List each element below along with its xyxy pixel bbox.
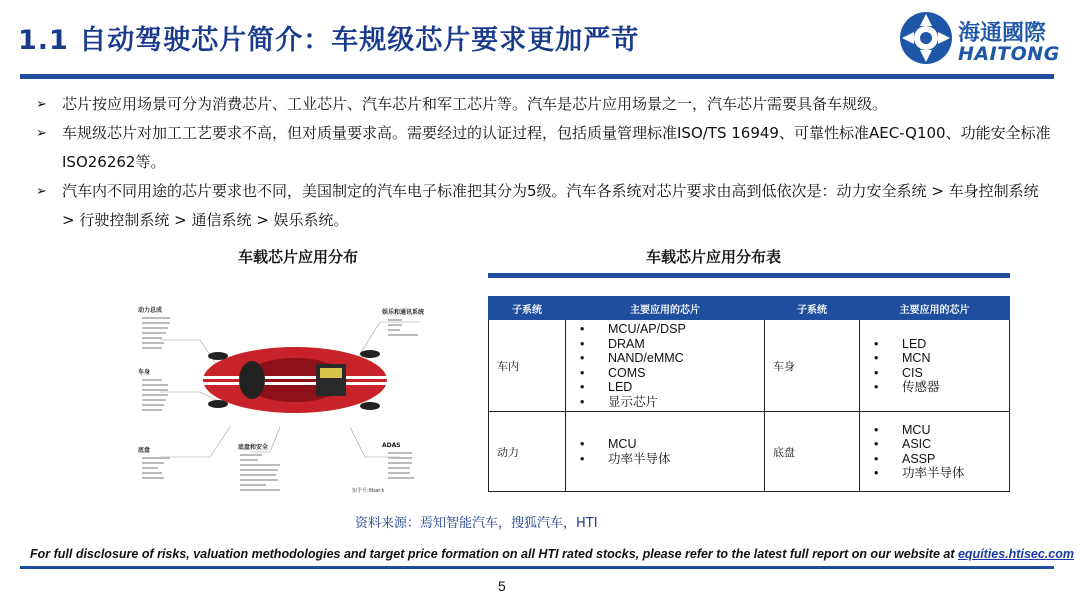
bullet-text: 车规级芯片对加工工艺要求不高，但对质量要求高。需要经过的认证过程，包括质量管理标准ISO/TS 16949、可靠性标准AEC-Q100、功能安全标准ISO26262等。	[62, 124, 1051, 171]
table-title-underline	[488, 273, 1010, 278]
table-header-cell: 子系统	[765, 297, 860, 320]
chip-item: • ASSP	[874, 452, 1009, 467]
bullet-text: 芯片按应用场景可分为消费芯片、工业芯片、汽车芯片和军工芯片等。汽车是芯片应用场景之一，汽车芯片需要具备车规级。	[62, 95, 888, 113]
table-header-cell: 主要应用的芯片	[860, 297, 1010, 320]
bullet-arrow-icon: ➢	[36, 184, 47, 199]
label-adas: ADAS	[382, 442, 401, 449]
chip-item: • MCN	[874, 351, 1009, 366]
disclaimer-text: For full disclosure of risks, valuation methodologies and target price formation on all HTI rated stocks, please refer to the latest full report on our website at	[30, 547, 955, 561]
table-header-cell: 主要应用的芯片	[566, 297, 765, 320]
bullet-arrow-icon: ➢	[36, 97, 47, 112]
label-chassis: 底盘	[138, 447, 151, 454]
chip-item: • 功率半导体	[874, 466, 1009, 481]
table-header-cell: 子系统	[489, 297, 566, 320]
subsystem-cell: 车内	[489, 320, 566, 412]
chip-item: • 显示芯片	[580, 395, 764, 410]
watermark-text: 知乎号:ltbar.k	[352, 488, 385, 494]
chip-item: • MCU	[580, 437, 764, 452]
chip-item: • DRAM	[580, 337, 764, 352]
left-figure-title: 车载芯片应用分布	[238, 248, 359, 266]
chip-item: • LED	[874, 337, 1009, 352]
page-title: 1.1 自动驾驶芯片简介：车规级芯片要求更加严苛	[18, 25, 640, 56]
table-row	[489, 412, 1010, 492]
footer-divider	[20, 566, 1054, 569]
table-row	[489, 320, 1010, 412]
label-safety: 底盘和安全	[238, 444, 269, 451]
bullet-text: 汽车内不同用途的芯片要求也不同，美国制定的汽车电子标准把其分为5级。汽车各系统对芯片要求由高到低依次是：动力安全系统 > 车身控制系统 > 行驶控制系统 > 通信系统 > 娱乐系统。	[62, 182, 1039, 229]
logo-english-text: HAITONG	[958, 43, 1060, 65]
chip-list-cell	[860, 412, 1010, 492]
chip-list-cell	[566, 320, 765, 412]
right-table-title: 车载芯片应用分布表	[646, 248, 782, 266]
chip-item: • 传感器	[874, 380, 1009, 395]
bullet-item	[34, 90, 1054, 119]
car-image	[203, 347, 387, 413]
bullet-arrow-icon: ➢	[36, 126, 47, 141]
label-power: 动力总成	[138, 307, 163, 314]
bullet-item	[34, 119, 1054, 177]
table-header-row	[489, 297, 1010, 320]
haitong-logo	[898, 10, 1058, 70]
haitong-logo-icon	[898, 10, 954, 66]
subsystem-cell: 动力	[489, 412, 566, 492]
chip-item: • CIS	[874, 366, 1009, 381]
label-info-comm: 娱乐和通讯系统	[382, 309, 425, 316]
website-link[interactable]: equities.htisec.com	[957, 547, 1074, 561]
label-body: 车身	[138, 369, 151, 376]
source-note: 资料来源：焉知智能汽车，搜狐汽车，HTI	[355, 516, 598, 531]
bullet-list	[34, 90, 1054, 235]
chip-item: • MCU/AP/DSP	[580, 322, 764, 337]
chip-application-table	[488, 296, 1010, 492]
chip-list-cell	[860, 320, 1010, 412]
bullet-item	[34, 177, 1054, 235]
chip-list-cell	[566, 412, 765, 492]
subsystem-cell: 车身	[765, 320, 860, 412]
chip-item: • LED	[580, 380, 764, 395]
page-number: 5	[498, 578, 506, 594]
car-chip-diagram	[130, 292, 460, 502]
chip-item: • COMS	[580, 366, 764, 381]
header-divider	[20, 74, 1054, 79]
footer-disclaimer	[30, 547, 1074, 561]
logo-chinese-text: 海通國際	[958, 21, 1047, 46]
subsystem-cell: 底盘	[765, 412, 860, 492]
chip-item: • ASIC	[874, 437, 1009, 452]
chip-item: • MCU	[874, 423, 1009, 438]
chip-item: • 功率半导体	[580, 452, 764, 467]
chip-item: • NAND/eMMC	[580, 351, 764, 366]
